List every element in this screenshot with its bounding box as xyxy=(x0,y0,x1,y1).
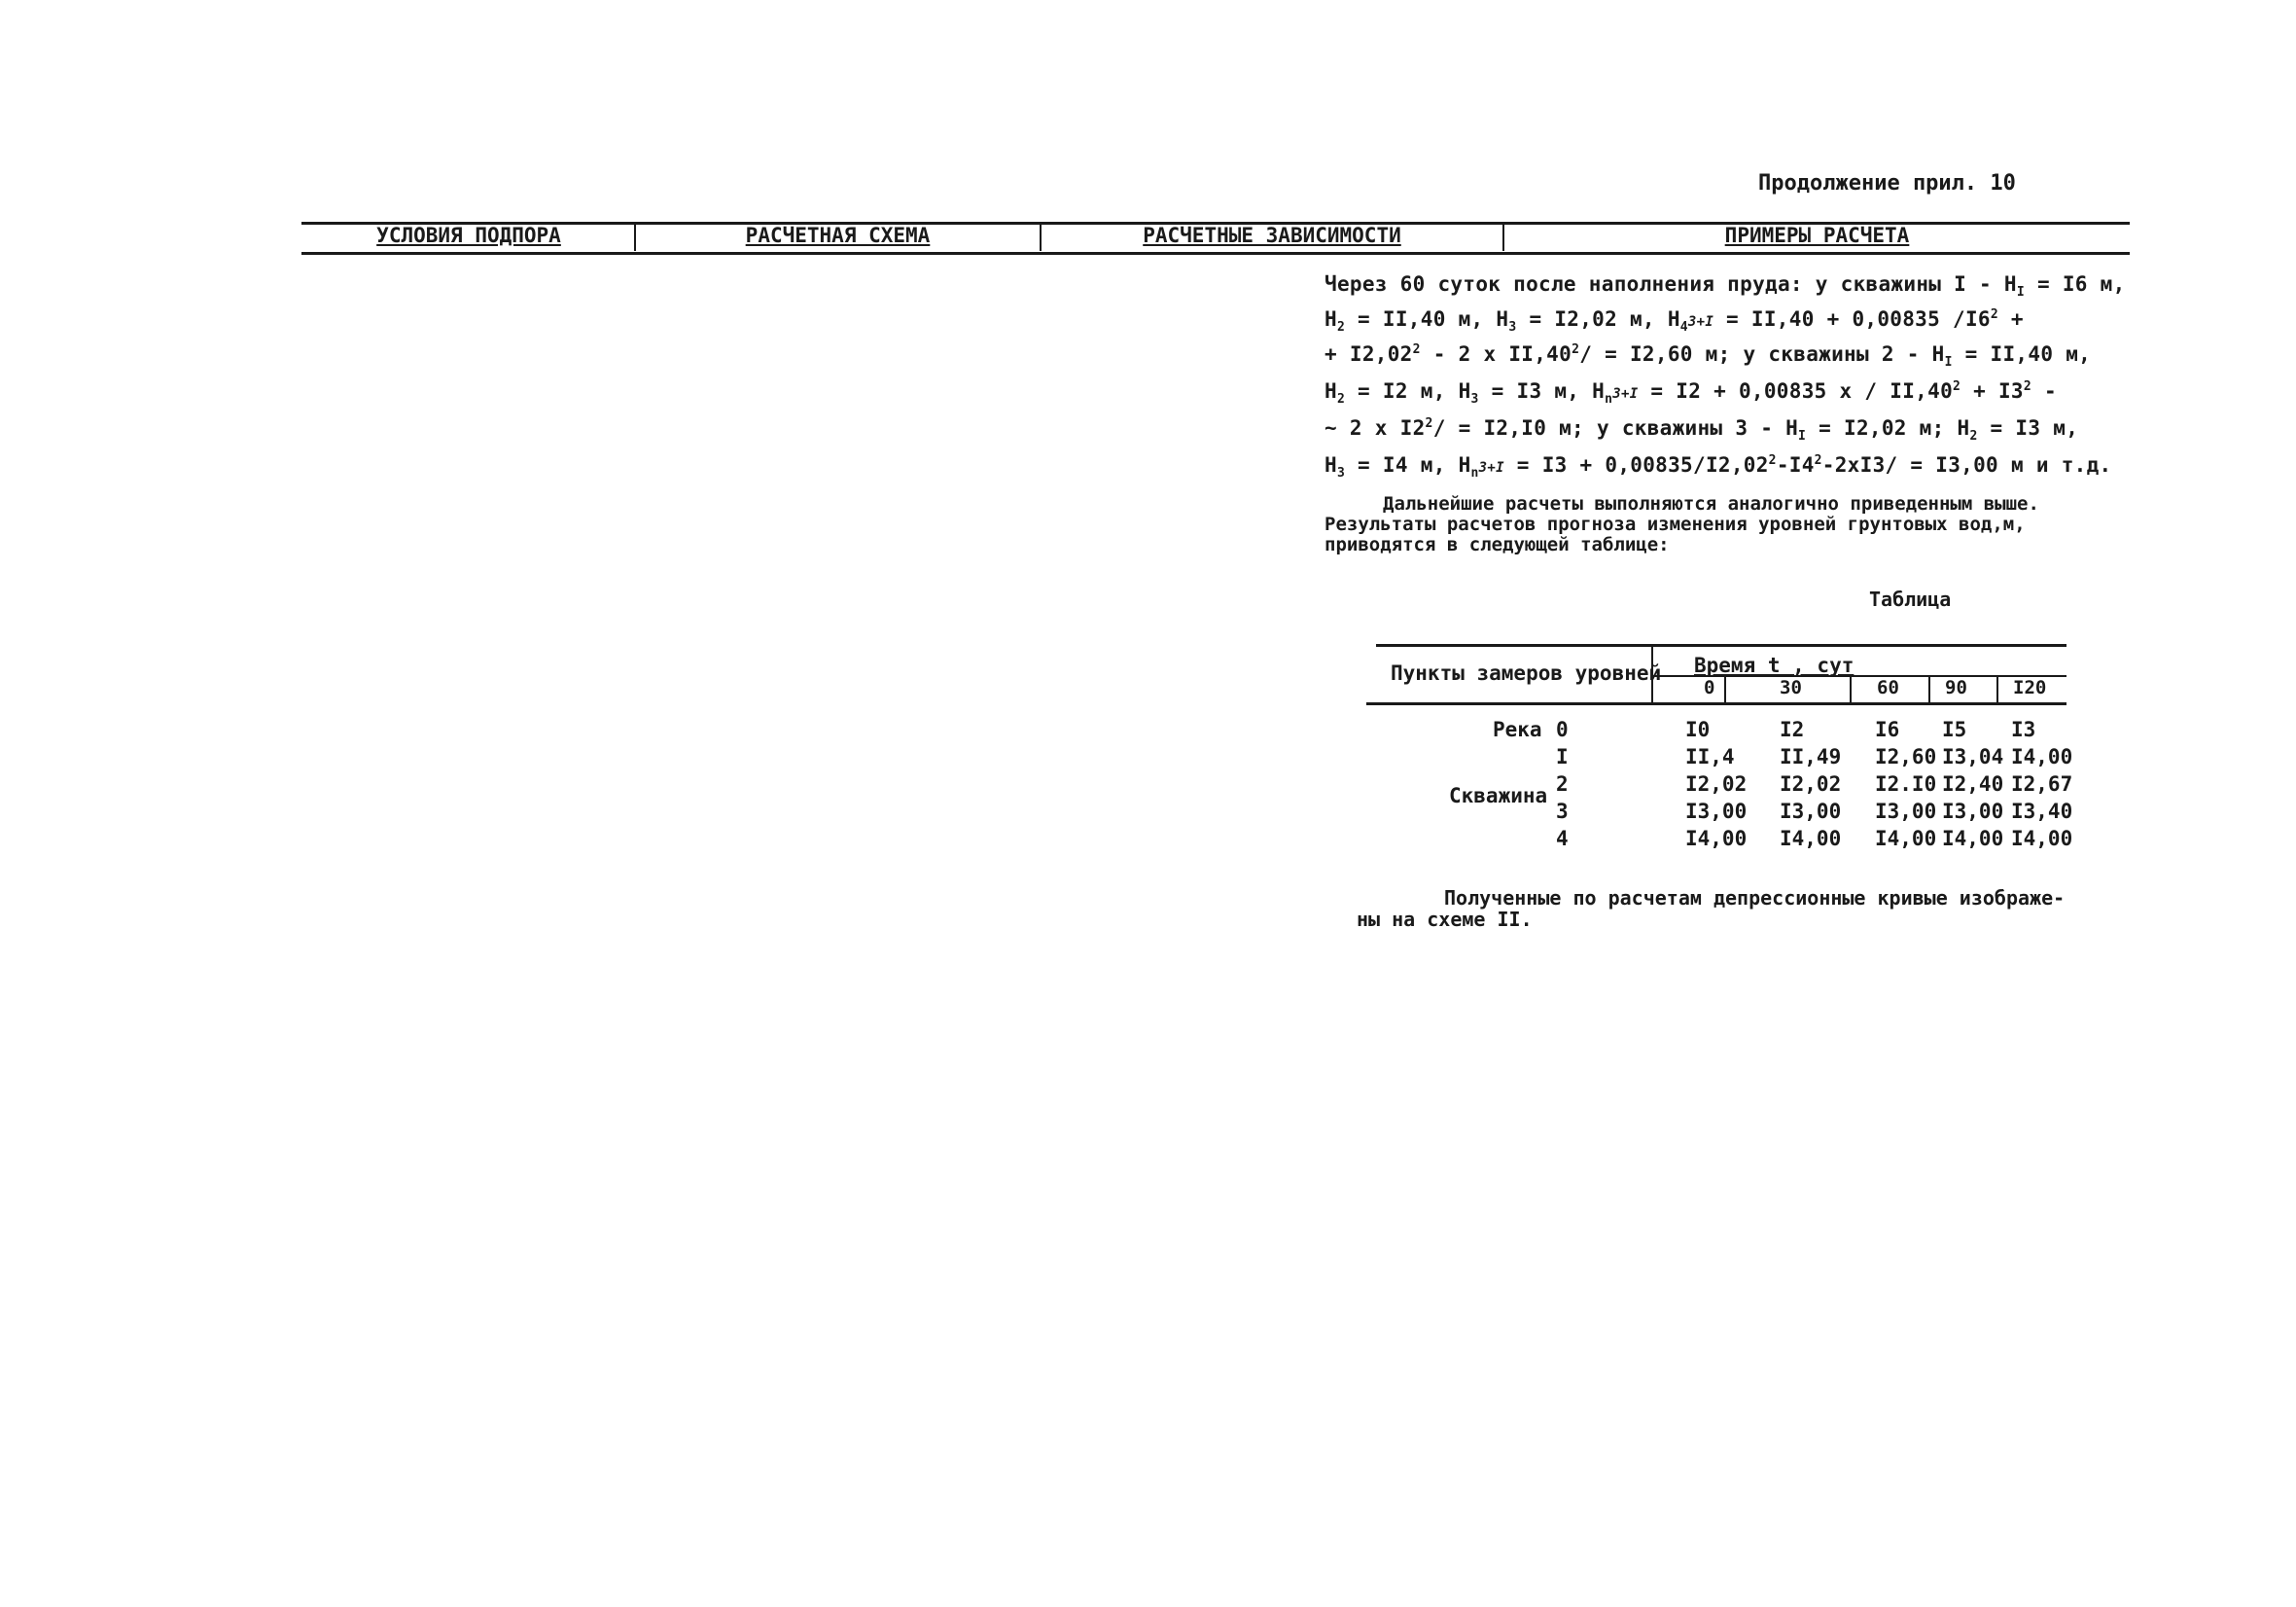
table-row-4-value-0: I4,00 xyxy=(1685,827,1748,850)
table-time-divider-4 xyxy=(1996,677,1998,702)
table-row-0-value-0: I0 xyxy=(1685,718,1711,741)
table-header-bottom-rule xyxy=(1366,702,2066,705)
paragraph-depression-curves xyxy=(1357,887,2065,930)
example-line-1: Через 60 суток после наполнения пруда: у скважины $I - H_I = I6$ м, xyxy=(1325,272,2126,301)
table-row-2-value-2: I2.I0 xyxy=(1875,772,1937,796)
table-row-1-value-4: I4,00 xyxy=(2011,745,2073,768)
paragraph1-line-3: приводятся в следующей таблице: xyxy=(1325,534,1670,555)
river-label: Река xyxy=(1493,718,1542,741)
table-row-0-point: 0 xyxy=(1556,718,1569,741)
table-row-3-point: 3 xyxy=(1556,800,1569,823)
table-row-0-value-2: I6 xyxy=(1875,718,1900,741)
example-line-6: $H_3 = I4$ м, $H_n3+I = I3 + 0,00835/I2,02^2-I4^2-2xI3/ = I3,00$ м и т.д. xyxy=(1325,453,2112,482)
table-row-1-point: I xyxy=(1556,745,1569,768)
table-row-4-point: 4 xyxy=(1556,827,1569,850)
time-col-3: 90 xyxy=(1945,677,1967,698)
paragraph1-line-1: Дальнейшие расчеты выполняются аналогично приведенным выше. xyxy=(1383,493,2039,515)
table-time-divider-3 xyxy=(1928,677,1930,702)
table-row-1-value-1: II,49 xyxy=(1780,745,1842,768)
table-row-2-value-0: I2,02 xyxy=(1685,772,1748,796)
table-row-1-value-0: II,4 xyxy=(1685,745,1735,768)
table-row-3-value-3: I3,00 xyxy=(1942,800,2004,823)
table-time-label: Время t , сут xyxy=(1694,654,1854,677)
example-line-2: $H_2 = II,40$ м, $H_3 = I2,02$ м, $H_43+I = II,40 + 0,00835$ $/I6^2$ + xyxy=(1325,307,2024,336)
table-row-2-point: 2 xyxy=(1556,772,1569,796)
example-line-5: ~ 2 x $I2^2/ = I2,I0$ м; у скважины $3 - H_I = I2,02$ м; $H_2 = I3$ м, xyxy=(1325,416,2079,445)
continuation-note: Продолжение прил. 10 xyxy=(1758,171,2016,196)
header-dependencies: РАСЧЕТНЫЕ ЗАВИСИМОСТИ xyxy=(1143,224,1401,247)
time-col-1: 30 xyxy=(1780,677,1802,698)
table-row-1-value-2: I2,60 xyxy=(1875,745,1937,768)
table-row-3-value-4: I3,40 xyxy=(2011,800,2073,823)
table-row-0-value-1: I2 xyxy=(1780,718,1805,741)
table-row-4-value-2: I4,00 xyxy=(1875,827,1937,850)
example-line-3: + $I2,02^2 - 2$ x $II,40^2/ = I2,60$ м; у скважины $2 - H_I = II,40$ м, xyxy=(1325,342,2092,371)
table-row-1-value-3: I3,04 xyxy=(1942,745,2004,768)
well-label: Скважина xyxy=(1449,784,1548,807)
time-col-0: 0 xyxy=(1704,677,1715,698)
table-row-3-value-1: I3,00 xyxy=(1780,800,1842,823)
table-row-4-value-3: I4,00 xyxy=(1942,827,2004,850)
table-row-2-value-3: I2,40 xyxy=(1942,772,2004,796)
table-row-2-value-1: I2,02 xyxy=(1780,772,1842,796)
table-time-divider-2 xyxy=(1850,677,1852,702)
table-row-4-value-1: I4,00 xyxy=(1780,827,1842,850)
header-conditions: УСЛОВИЯ ПОДПОРА xyxy=(376,224,561,247)
header-scheme: РАСЧЕТНАЯ СХЕМА xyxy=(745,224,931,247)
table-time-divider-1 xyxy=(1724,677,1726,702)
table-row-0-value-4: I3 xyxy=(2011,718,2036,741)
paragraph1-line-2: Результаты расчетов прогноза изменения уровней грунтовых вод,м, xyxy=(1325,514,2026,535)
header-examples: ПРИМЕРЫ РАСЧЕТА xyxy=(1724,224,1910,247)
paragraph-further-calculations xyxy=(1325,494,2039,555)
time-col-4: I20 xyxy=(2013,677,2047,698)
time-col-2: 60 xyxy=(1877,677,1899,698)
table-row-3-value-0: I3,00 xyxy=(1685,800,1748,823)
table-rowhead: Пункты замеров уровней xyxy=(1391,661,1662,685)
paragraph2-line-2: ны на схеме II. xyxy=(1357,908,1533,931)
header-bottom-rule xyxy=(301,252,2130,255)
table-row-2-value-4: I2,67 xyxy=(2011,772,2073,796)
table-row-3-value-2: I3,00 xyxy=(1875,800,1937,823)
paragraph2-line-1: Полученные по расчетам депрессионные кривые изображе- xyxy=(1444,886,2066,910)
table-row-4-value-4: I4,00 xyxy=(2011,827,2073,850)
example-line-4: $H_2 = I2$ м, $H_3 = I3$ м, $H_n3+I = I2 + 0,00835$ $x / II,40^2 + I3^2$ - xyxy=(1325,379,2057,408)
table-caption: Таблица xyxy=(1869,588,1952,611)
table-row-0-value-3: I5 xyxy=(1942,718,1967,741)
table-top-rule xyxy=(1376,644,2066,647)
